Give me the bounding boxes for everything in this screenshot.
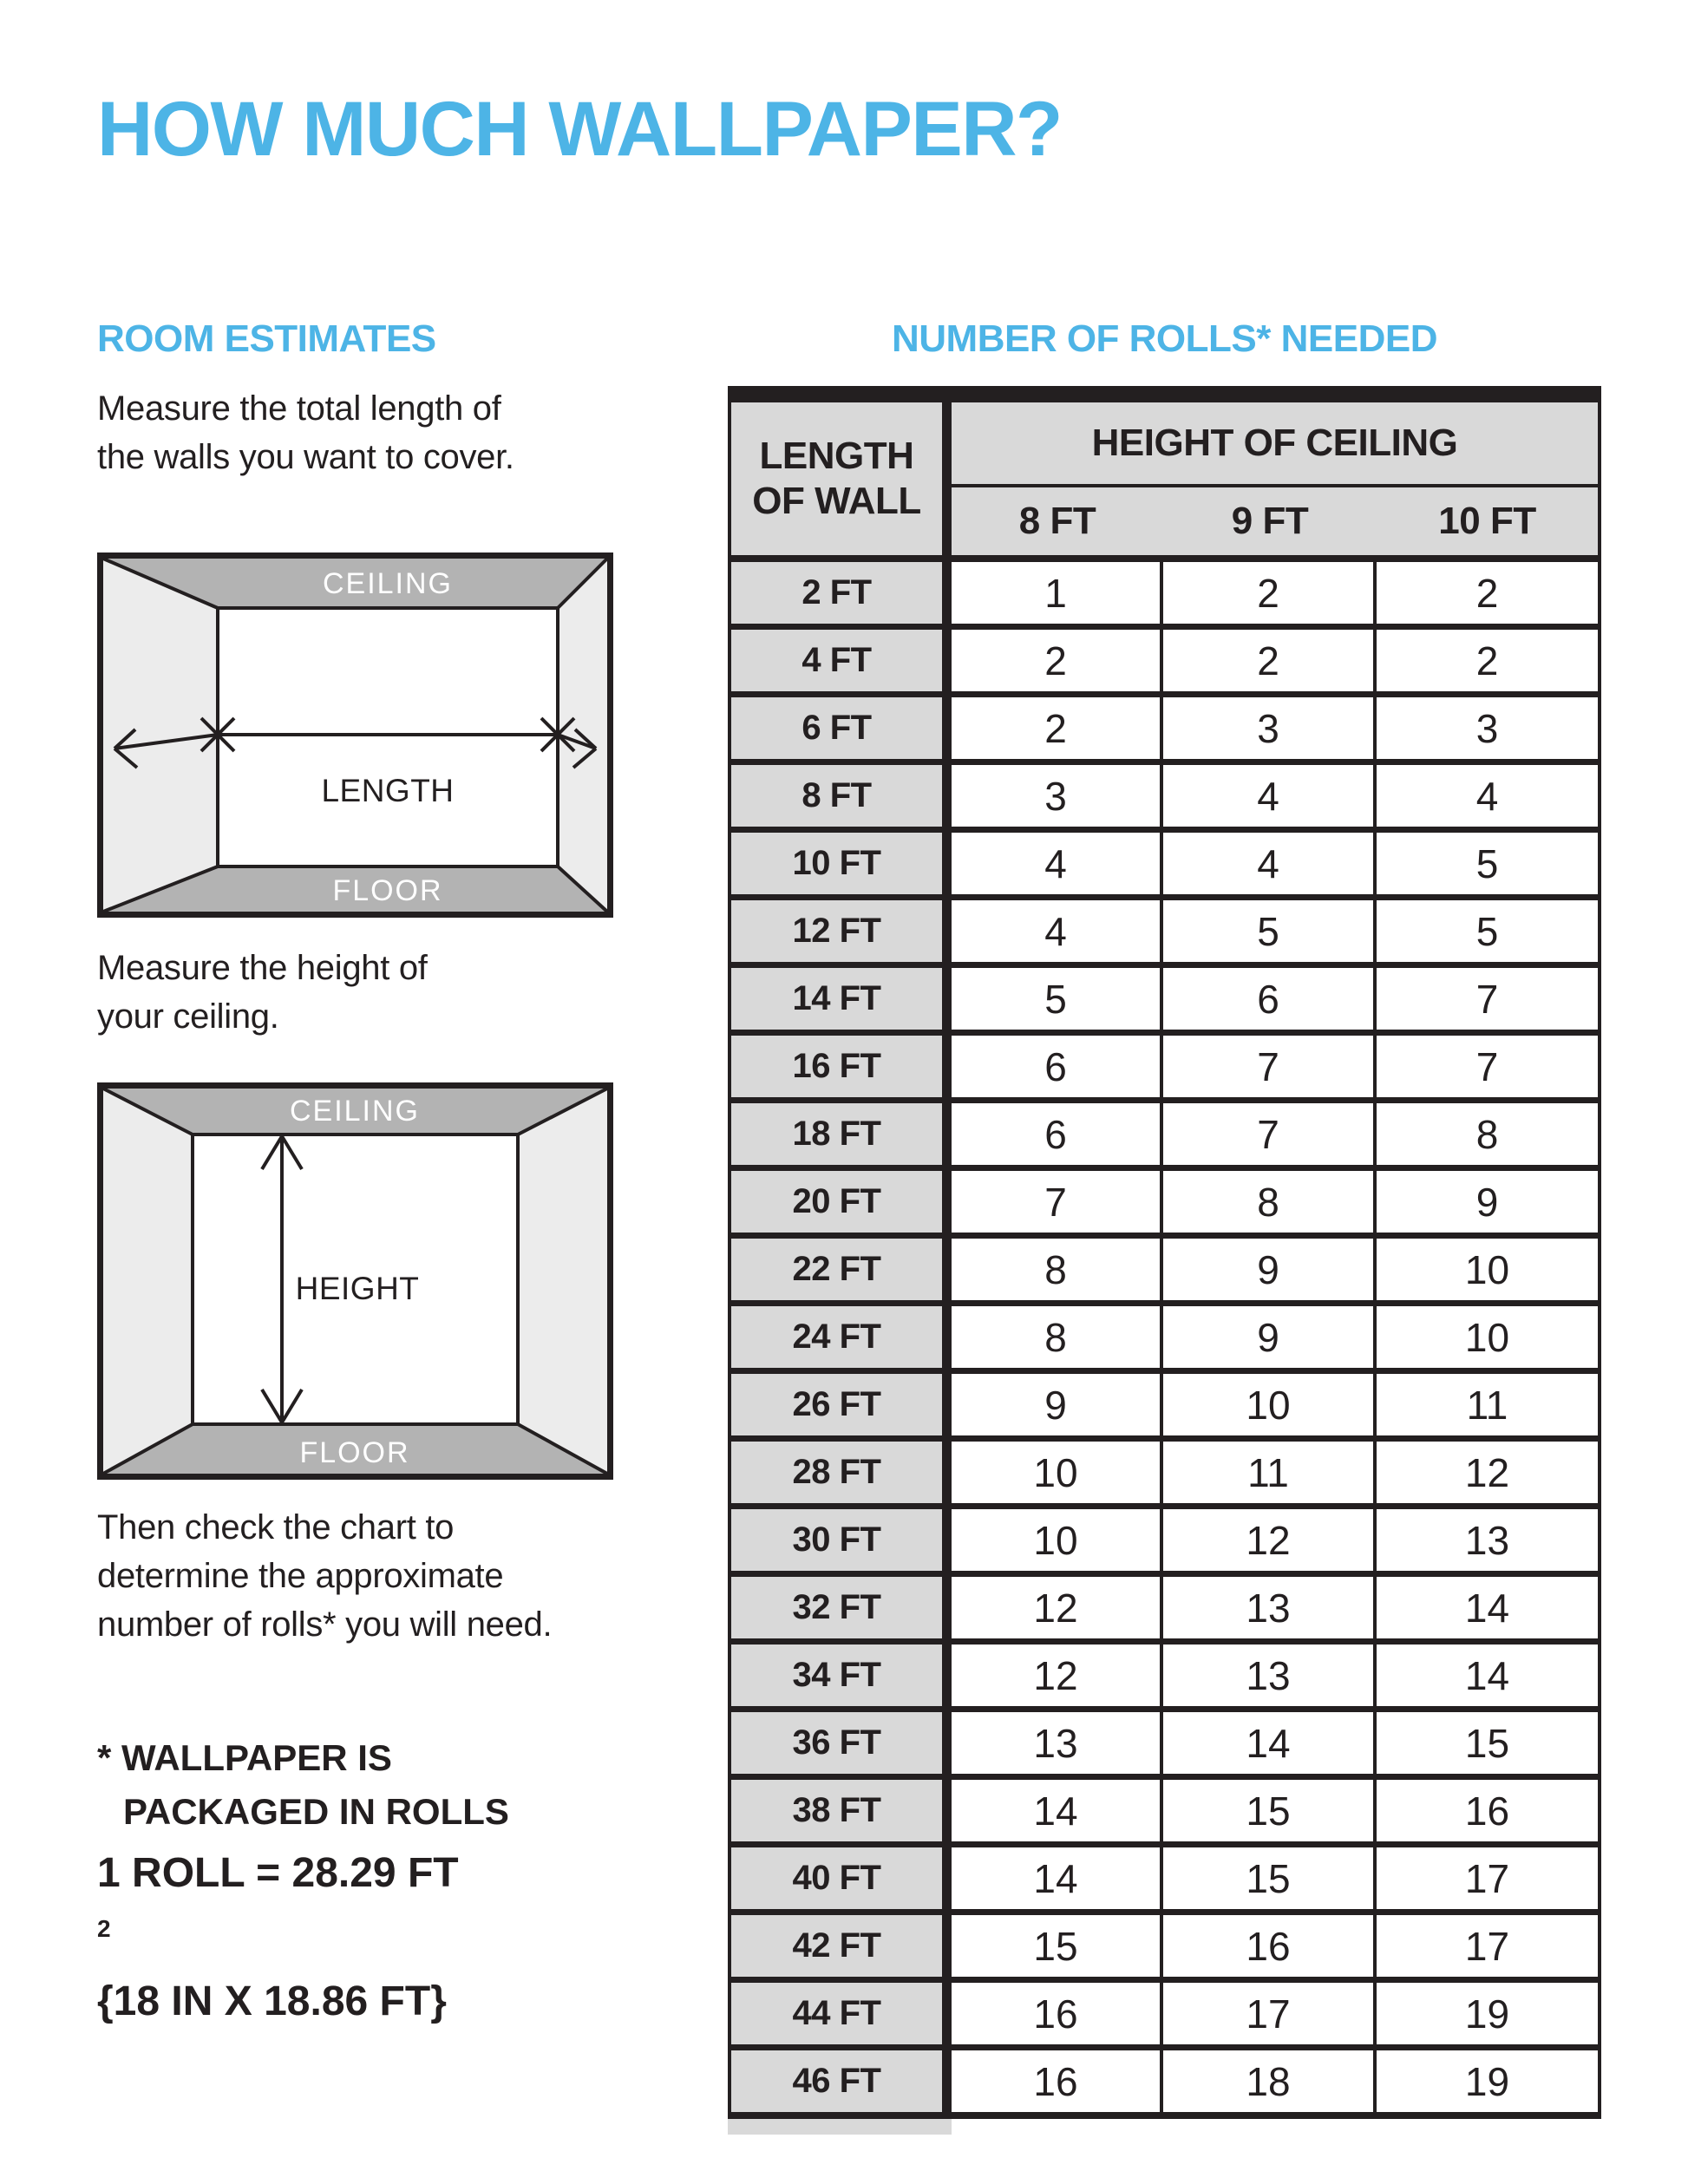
cell-8ft: 4 (952, 833, 1163, 894)
row-label: 42 FT (731, 1915, 952, 1977)
table-row (731, 630, 1598, 697)
cell-9ft: 9 (1163, 1306, 1377, 1368)
paragraph-line: Measure the total length of (97, 389, 501, 428)
room-diagram-length (97, 553, 613, 918)
cell-9ft: 4 (1163, 833, 1377, 894)
cell-9ft: 13 (1163, 1577, 1377, 1638)
cell-8ft: 7 (952, 1171, 1163, 1233)
table-row (731, 833, 1598, 900)
cell-9ft: 8 (1163, 1171, 1377, 1233)
section-heading-rolls-needed: NUMBER OF ROLLS* NEEDED (892, 317, 1437, 360)
row-label: 28 FT (731, 1442, 952, 1503)
table-row (731, 1374, 1598, 1442)
header-height-of-ceiling-group (952, 402, 1598, 555)
cell-8ft: 12 (952, 1645, 1163, 1706)
cell-9ft: 5 (1163, 900, 1377, 962)
row-label: 46 FT (731, 2050, 952, 2112)
row-label: 38 FT (731, 1780, 952, 1841)
table-row (731, 1780, 1598, 1847)
table-row (731, 1103, 1598, 1171)
row-label: 44 FT (731, 1983, 952, 2044)
row-label: 32 FT (731, 1577, 952, 1638)
row-label: 36 FT (731, 1712, 952, 1774)
cell-8ft: 3 (952, 765, 1163, 827)
back-wall (218, 608, 558, 866)
column-header-height-of-ceiling: HEIGHT OF CEILING (1091, 422, 1458, 464)
room-diagram-height (97, 1082, 613, 1480)
paragraph-measure-height (97, 944, 428, 1041)
cell-9ft: 11 (1163, 1442, 1377, 1503)
cell-10ft: 9 (1377, 1171, 1598, 1233)
cell-9ft: 2 (1163, 562, 1377, 624)
cell-10ft: 14 (1377, 1645, 1598, 1706)
cell-10ft: 17 (1377, 1847, 1598, 1909)
cell-8ft: 16 (952, 2050, 1163, 2112)
cell-10ft: 5 (1377, 900, 1598, 962)
cell-8ft: 6 (952, 1036, 1163, 1097)
row-label: 34 FT (731, 1645, 952, 1706)
floor-label: FLOOR (332, 874, 443, 907)
section-heading-room-estimates: ROOM ESTIMATES (97, 317, 436, 360)
table-row (731, 968, 1598, 1036)
ceiling-label: CEILING (289, 1095, 421, 1128)
column-header-8ft: 8 FT (1018, 500, 1096, 542)
paragraph-line: number of rolls* you will need. (97, 1605, 553, 1644)
table-row (731, 1171, 1598, 1239)
table-row (731, 697, 1598, 765)
table-row (731, 1847, 1598, 1915)
row-label: 8 FT (731, 765, 952, 827)
cell-9ft: 3 (1163, 697, 1377, 759)
cell-8ft: 15 (952, 1915, 1163, 1977)
cell-9ft: 2 (1163, 630, 1377, 691)
cell-10ft: 10 (1377, 1239, 1598, 1300)
rolls-table (728, 386, 1601, 2135)
row-label: 26 FT (731, 1374, 952, 1435)
table-row (731, 1577, 1598, 1645)
cell-9ft: 7 (1163, 1036, 1377, 1097)
column-header-10ft: 10 FT (1438, 500, 1536, 542)
table-row (731, 1306, 1598, 1374)
table-row (731, 1442, 1598, 1509)
header-line: LENGTH (759, 435, 914, 477)
cell-10ft: 12 (1377, 1442, 1598, 1503)
cell-10ft: 19 (1377, 2050, 1598, 2112)
row-label: 6 FT (731, 697, 952, 759)
cell-9ft: 9 (1163, 1239, 1377, 1300)
cell-10ft: 11 (1377, 1374, 1598, 1435)
footnote-line: * WALLPAPER IS (97, 1737, 392, 1778)
roll-equation: 1 ROLL = 28.29 FT $^2$ (97, 1850, 459, 1942)
cell-8ft: 13 (952, 1712, 1163, 1774)
footnote-line: PACKAGED IN ROLLS (123, 1791, 509, 1832)
row-label: 12 FT (731, 900, 952, 962)
table-row (731, 2050, 1598, 2112)
sub-header-row (952, 487, 1598, 555)
footnote-rolls (97, 1731, 509, 1839)
paragraph-line: the walls you want to cover. (97, 438, 514, 476)
cell-10ft: 5 (1377, 833, 1598, 894)
length-dimension-label: LENGTH (321, 773, 455, 808)
table-bottom-border (728, 2112, 1601, 2119)
paragraph-line: your ceiling. (97, 997, 279, 1036)
row-label: 10 FT (731, 833, 952, 894)
cell-9ft: 7 (1163, 1103, 1377, 1165)
height-dimension-label: HEIGHT (295, 1271, 420, 1306)
cell-9ft: 4 (1163, 765, 1377, 827)
paragraph-check-chart (97, 1503, 552, 1649)
cell-10ft: 13 (1377, 1509, 1598, 1571)
cell-10ft: 2 (1377, 630, 1598, 691)
table-row (731, 1239, 1598, 1306)
table-row (731, 765, 1598, 833)
table-body (728, 562, 1601, 2112)
table-row (731, 1983, 1598, 2050)
cell-10ft: 19 (1377, 1983, 1598, 2044)
cell-9ft: 17 (1163, 1983, 1377, 2044)
cell-9ft: 18 (1163, 2050, 1377, 2112)
row-label: 22 FT (731, 1239, 952, 1300)
cell-9ft: 13 (1163, 1645, 1377, 1706)
roll-dimensions: {18 IN X 18.86 FT} (97, 1978, 447, 2024)
row-label: 14 FT (731, 968, 952, 1030)
cell-8ft: 1 (952, 562, 1163, 624)
cell-8ft: 8 (952, 1239, 1163, 1300)
row-label: 20 FT (731, 1171, 952, 1233)
row-label: 24 FT (731, 1306, 952, 1368)
header-bottom-border (728, 555, 1601, 562)
cell-9ft: 12 (1163, 1509, 1377, 1571)
cell-9ft: 16 (1163, 1915, 1377, 1977)
ceiling-label: CEILING (322, 567, 454, 600)
row-label: 4 FT (731, 630, 952, 691)
cell-8ft: 4 (952, 900, 1163, 962)
table-row (731, 562, 1598, 630)
header-line: OF WALL (752, 480, 921, 522)
cell-8ft: 14 (952, 1780, 1163, 1841)
cell-10ft: 15 (1377, 1712, 1598, 1774)
squared-superscript: 2 (97, 1915, 111, 1942)
cell-8ft: 8 (952, 1306, 1163, 1368)
cell-10ft: 3 (1377, 697, 1598, 759)
cell-10ft: 7 (1377, 1036, 1598, 1097)
column-header-9ft: 9 FT (1231, 500, 1309, 542)
cell-10ft: 16 (1377, 1780, 1598, 1841)
cell-10ft: 4 (1377, 765, 1598, 827)
row-label: 2 FT (731, 562, 952, 624)
table-row (731, 1645, 1598, 1712)
paragraph-line: Measure the height of (97, 949, 428, 987)
table-header (728, 402, 1601, 555)
paragraph-line: determine the approximate (97, 1557, 504, 1595)
row-label: 30 FT (731, 1509, 952, 1571)
cell-9ft: 14 (1163, 1712, 1377, 1774)
row-label: 40 FT (731, 1847, 952, 1909)
roll-size-info (97, 1846, 459, 2030)
column-header-length-of-wall (731, 402, 952, 555)
cell-10ft: 7 (1377, 968, 1598, 1030)
floor-label: FLOOR (299, 1436, 410, 1469)
paragraph-measure-length (97, 384, 514, 481)
cell-9ft: 15 (1163, 1780, 1377, 1841)
page-title: HOW MUCH WALLPAPER? (97, 85, 1062, 172)
cell-8ft: 2 (952, 697, 1163, 759)
table-row (731, 900, 1598, 968)
cell-10ft: 17 (1377, 1915, 1598, 1977)
table-row (731, 1712, 1598, 1780)
cell-10ft: 2 (1377, 562, 1598, 624)
cell-8ft: 6 (952, 1103, 1163, 1165)
row-label: 16 FT (731, 1036, 952, 1097)
table-row (731, 1509, 1598, 1577)
cell-8ft: 2 (952, 630, 1163, 691)
row-label: 18 FT (731, 1103, 952, 1165)
paragraph-line: Then check the chart to (97, 1508, 455, 1546)
cell-8ft: 10 (952, 1509, 1163, 1571)
cell-8ft: 5 (952, 968, 1163, 1030)
cell-10ft: 8 (1377, 1103, 1598, 1165)
table-row (731, 1915, 1598, 1983)
label-column-stub (728, 2119, 952, 2135)
cell-8ft: 14 (952, 1847, 1163, 1909)
cell-8ft: 16 (952, 1983, 1163, 2044)
cell-9ft: 10 (1163, 1374, 1377, 1435)
table-top-border (728, 386, 1601, 402)
cell-8ft: 10 (952, 1442, 1163, 1503)
cell-8ft: 12 (952, 1577, 1163, 1638)
cell-9ft: 6 (1163, 968, 1377, 1030)
cell-9ft: 15 (1163, 1847, 1377, 1909)
table-row (731, 1036, 1598, 1103)
cell-8ft: 9 (952, 1374, 1163, 1435)
cell-10ft: 14 (1377, 1577, 1598, 1638)
cell-10ft: 10 (1377, 1306, 1598, 1368)
